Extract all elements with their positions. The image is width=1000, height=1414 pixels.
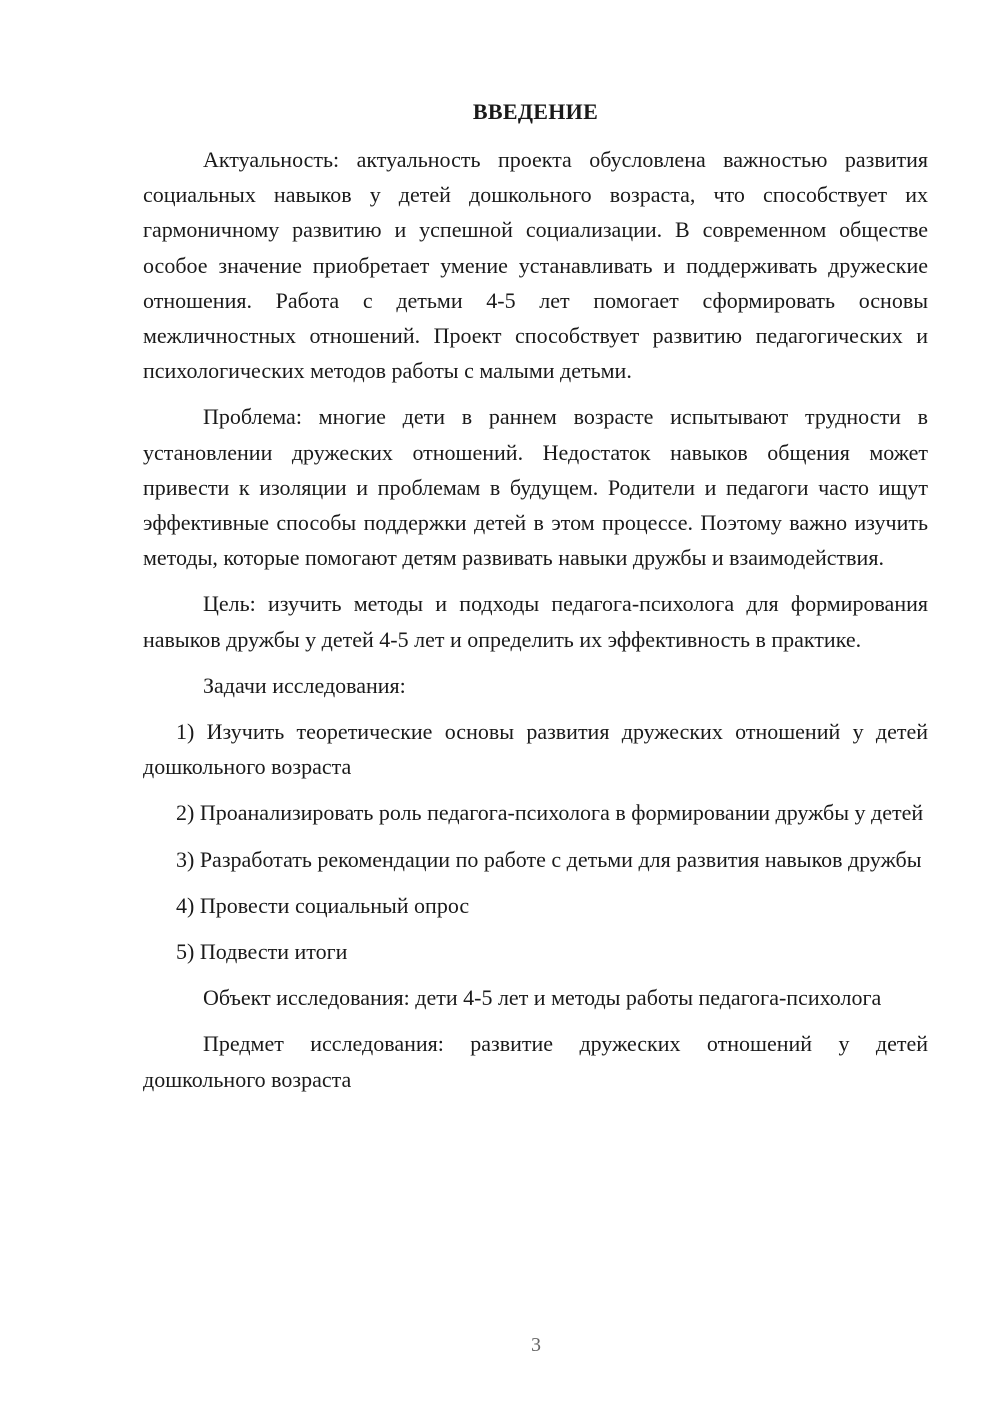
tasks-list [143,714,928,969]
paragraph-goal: Цель: изучить методы и подходы педагога-психолога для формирования навыков дружбы у детей 4-5 лет и определить их эффективность в практике. [143,591,928,652]
paragraph-relevance: Актуальность: актуальность проекта обусловлена важностью развития социальных навыков у детей дошкольного возраста, что способствует их гармоничному развитию и успешной социализации. В современном обществе особое значение приобретает умение устанавливать и поддерживать дружеские отношения. Работа с детьми 4-5 лет помогает сформировать основы межличностных отношений. Проект способствует развитию педагогических и психологических методов работы с малыми детьми. [143,147,928,384]
list-item: 3) Разработать рекомендации по работе с детьми для развития навыков дружбы [176,846,922,872]
paragraph-subject: Предмет исследования: развитие дружеских отношений у детей дошкольного возраста [143,1031,928,1092]
paragraph-problem: Проблема: многие дети в раннем возрасте испытывают трудности в установлении дружеских отношений. Недостаток навыков общения может привести к изоляции и проблемам в будущем. Родители и педагоги часто ищут эффективные способы поддержки детей в этом процессе. Поэтому важно изучить методы, которые помогают детям развивать навыки дружбы и взаимодействия. [143,404,928,571]
tasks-heading: Задачи исследования: [203,672,406,698]
paragraph-object: Объект исследования: дети 4-5 лет и методы работы педагога-психолога [203,985,882,1011]
list-item: 2) Проанализировать роль педагога-психолога в формировании дружбы у детей [176,800,924,826]
list-item: 1) Изучить теоретические основы развития дружеских отношений у детей дошкольного возраста [143,719,928,780]
page-title: ВВЕДЕНИЕ [472,99,599,124]
page-number: 3 [531,1334,541,1356]
page-content [143,94,928,1108]
list-item: 4) Провести социальный опрос [176,892,470,918]
list-item: 5) Подвести итоги [176,939,348,965]
